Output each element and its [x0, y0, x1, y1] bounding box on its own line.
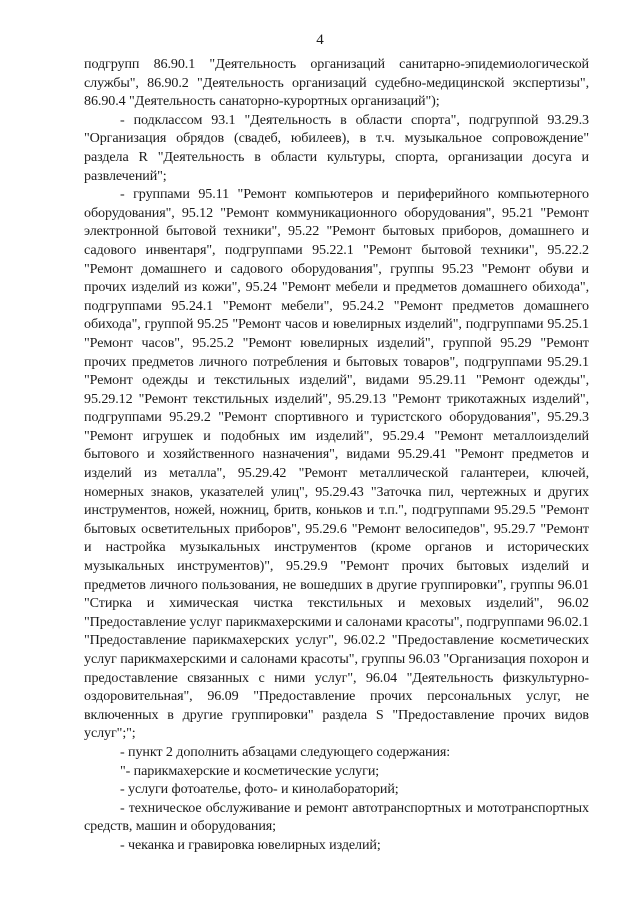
list-item-vehicle-repair: - техническое обслуживание и ремонт автотранспортных и мототранспортных средств, машин и оборудования; [84, 799, 589, 835]
list-item-photo-studio: - услуги фотоателье, фото- и кинолабораторий; [120, 781, 399, 798]
paragraph-continuation: подгрупп 86.90.1 "Деятельность организаций санитарно-эпидемиологической службы", 86.90.2 "Деятельность организаций судебно-медицинской экспертизы", 86.90.4 "Деятельность санаторно-курортных организаций"); [84, 56, 589, 110]
document-body [84, 55, 589, 855]
list-item-jewelry-engraving: - чеканка и гравировка ювелирных изделий; [120, 836, 381, 853]
paragraph-subclass-93: - подклассом 93.1 "Деятельность в области спорта", подгруппой 93.29.3 "Организация обрядов (свадеб, юбилеев), в т.ч. музыкальное сопровождение" раздела R "Деятельность в области культуры, спорта, организации досуга и развлечений"; [84, 111, 589, 184]
paragraph-point-2: - пункт 2 дополнить абзацами следующего содержания: [120, 743, 451, 760]
page-number: 4 [316, 32, 324, 48]
paragraph-groups-95-96: - группами 95.11 "Ремонт компьютеров и периферийного компьютерного оборудования", 95.12 "Ремонт коммуникационного оборудования", 95.21 "Ремонт электронной бытовой техники", 95.22 "Ремонт бытовых приборов, домашнего и садового инвентаря", подгруппами 95.22.1 "Ремонт бытовой техники", 95.22.2 "Ремонт домашнего и садового оборудования", группы 95.23 "Ремонт обуви и прочих изделий из кожи", 95.24 "Ремонт мебели и предметов домашнего обихода", подгруппами 95.24.1 "Ремонт мебели", 95.24.2 "Ремонт предметов домашнего обихода", группой 95.25 "Ремонт часов и ювелирных изделий", подгруппами 95.25.1 "Ремонт часов", 95.25.2 "Ремонт ювелирных изделий", группой 95.29 "Ремонт прочих предметов личного потребления и бытовых товаров", подгруппами 95.29.1 "Ремонт одежды и текстильных изделий", видами 95.29.11 "Ремонт одежды", 95.29.12 "Ремонт текстильных изделий", 95.29.13 "Ремонт трикотажных изделий", подгруппами 95.29.2 "Ремонт спортивного и туристского оборудования", 95.29.3 "Ремонт игрушек и подобных им изделий", 95.29.4 "Ремонт металлоизделий бытового и хозяйственного назначения", видами 95.29.41 "Ремонт предметов и изделий из металла", 95.29.42 "Ремонт металлической галантереи, ключей, номерных знаков, указателей улиц", 95.29.43 "Заточка пил, чертежных и других инструментов, ножей, ножниц, бритв, коньков и т.п.", подгруппами 95.29.5 "Ремонт бытовых осветительных приборов", 95.29.6 "Ремонт велосипедов", 95.29.7 "Ремонт и настройка музыкальных инструментов (кроме органов и исторических музыкальных инструментов)", 95.29.9 "Ремонт прочих бытовых изделий и предметов личного пользования, не вошедших в другие группировки", группы 96.01 "Стирка и химическая чистка текстильных и меховых изделий", 96.02 "Предоставление услуг парикмахерскими и салонами красоты", подгруппами 96.02.1 "Предоставление парикмахерских услуг", 96.02.2 "Предоставление косметических услуг парикмахерскими и салонами красоты", группы 96.03 "Организация похорон и предоставление связанных с ними услуг", 96.04 "Деятельность физкультурно-оздоровительная", 96.09 "Предоставление прочих персональных услуг, не включенных в другие группировки" раздела S "Предоставление прочих видов услуг";"; [84, 186, 589, 742]
list-item-hairdressing: "- парикмахерские и косметические услуги; [120, 762, 380, 779]
